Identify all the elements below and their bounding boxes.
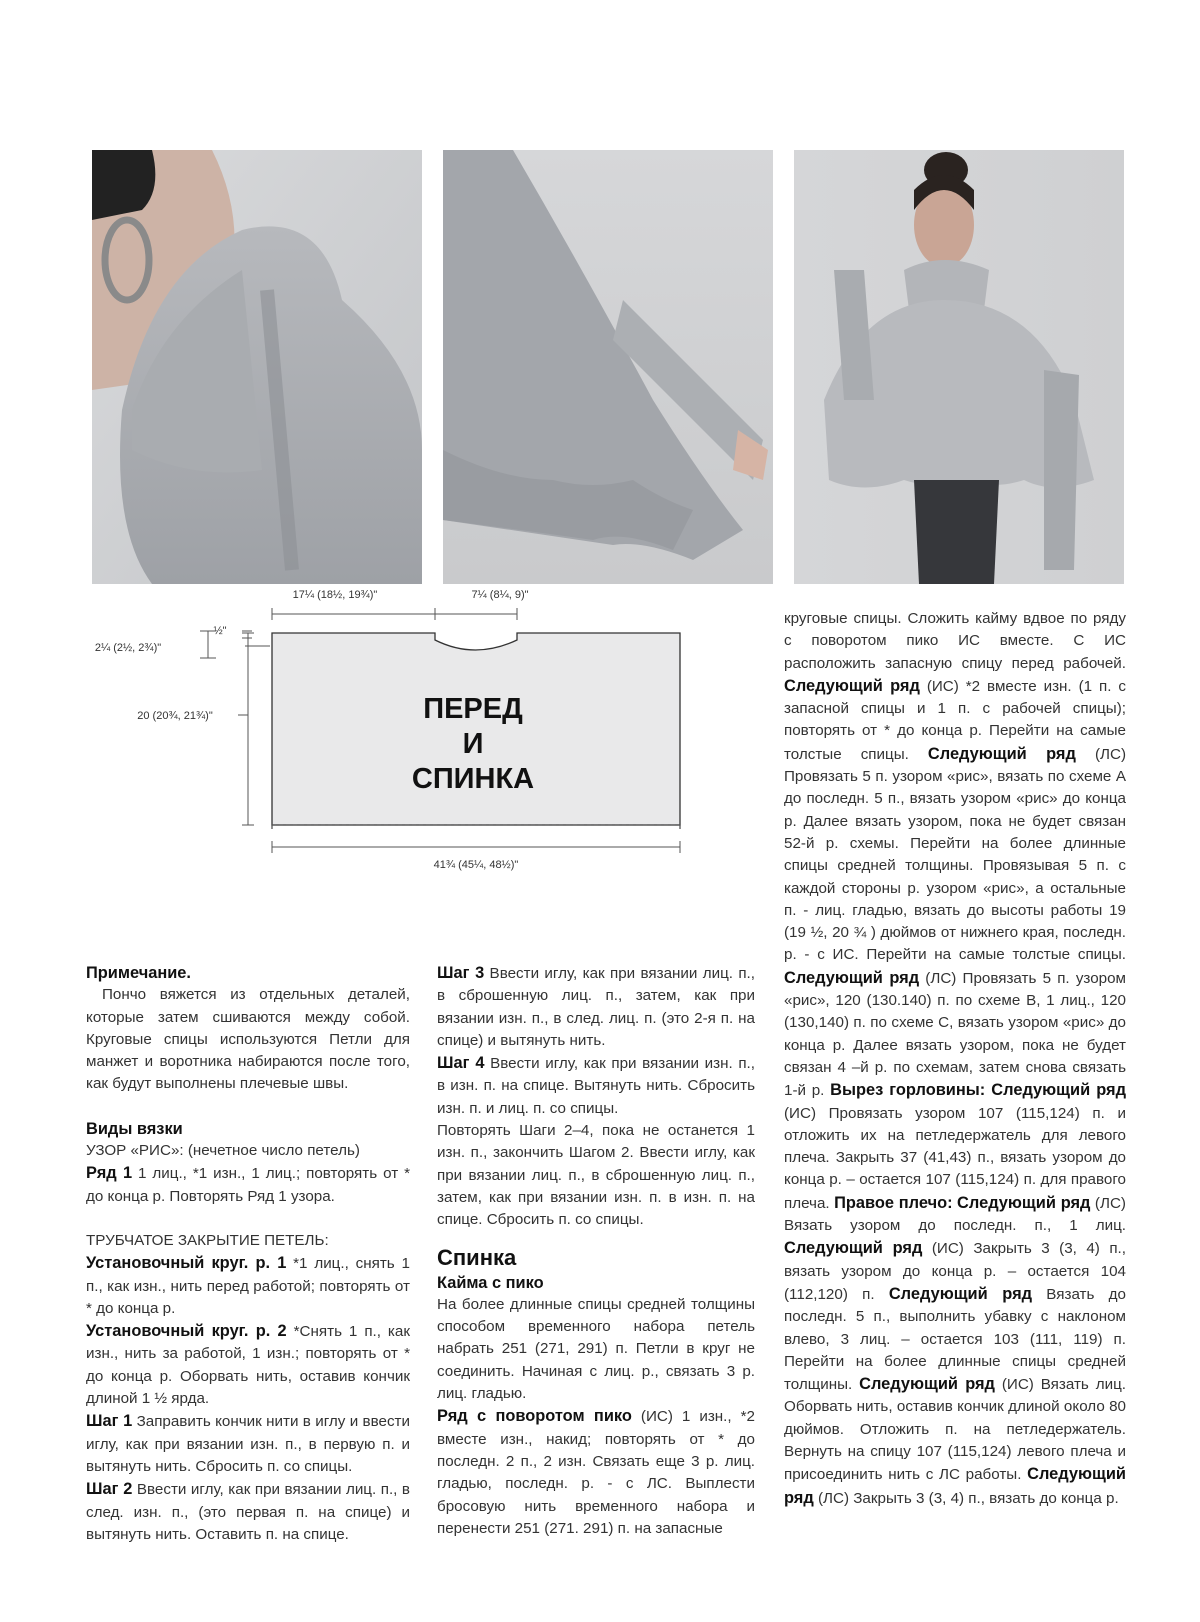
next-row-label-7: Следующий ряд bbox=[859, 1375, 995, 1394]
col3-text-2: (ИС) *2 вместе изн. (1 п. с запасной спицы и 1 п. с рабочей спицы); повторять от * до конца р. Перейти на самые толстые спицы. bbox=[784, 677, 1126, 763]
next-row-label-3: Следующий ряд bbox=[784, 968, 920, 987]
picot-title: Кайма с пико bbox=[437, 1273, 544, 1292]
text-column-3 bbox=[784, 608, 1126, 1510]
schematic-title-line-1: ПЕРЕД bbox=[423, 693, 523, 725]
step2-label: Шаг 2 bbox=[86, 1480, 133, 1499]
sleeve-edging-photo bbox=[443, 150, 773, 584]
schematic-title-line-3: СПИНКА bbox=[411, 763, 535, 795]
top-width-label: 17¼ (18½, 19¾)" bbox=[292, 589, 378, 601]
col3-text-4: (ЛС) Провязать 5 п. узором «рис», 120 (130.140) п. по схеме В, 1 лиц., 120 (130,140) п. по схеме С, вязать узором «рис» до конца р. Далее вязать узором, пока не будет связан 4 –й р. по схемам, затем снова связать 1-й р. bbox=[784, 969, 1126, 1100]
bottom-width-label: 41¾ (45¼, 48½)" bbox=[433, 859, 519, 871]
step2-text: Ввести иглу, как при вязании лиц. п., в след. изн. п., (это первая п. на спице) и вытянуть нить. Оставить п. на спице. bbox=[86, 1481, 410, 1543]
setup1-text: *1 лиц., снять 1 п., как изн., нить перед работой; повторять от * до конца р. bbox=[86, 1255, 410, 1317]
col3-text-6: (ЛС) Вязать узором до последн. п., 1 лиц. bbox=[784, 1194, 1126, 1235]
setup2-text: *Снять 1 п., как изн., нить за работой, 1 изн.; повторять от * до конца р. Оборвать нить, оставив кончик длиной 1 ½ ярда. bbox=[86, 1323, 410, 1408]
row1-text: 1 лиц., *1 изн., 1 лиц.; повторять от * до конца р. Повторять Ряд 1 узора. bbox=[86, 1165, 410, 1205]
picot-text: На более длинные спицы средней толщины способом временного набора петель набрать 251 (271, 291) п. Петли в круг не соединить. Начиная с лиц. р., связать 3 р. лиц. гладью. bbox=[437, 1295, 755, 1403]
step3-paragraph bbox=[437, 962, 755, 1052]
col3-text-10: (ЛС) Закрыть 3 (3, 4) п., вязать до конца р. bbox=[813, 1489, 1119, 1507]
schematic-title-line-2: И bbox=[462, 728, 484, 760]
col3-text-1: круговые спицы. Сложить кайму вдвое по ряду с поворотом пико ИС вместе. С ИС расположить запасную спицу перед рабочей. bbox=[784, 610, 1126, 672]
setup2-label: Установочный круг. р. 2 bbox=[86, 1322, 287, 1341]
col3-text-7: (ИС) Закрыть 3 (3, 4) п., вязать узором до конца р. – остается 104 (112,120) п. bbox=[784, 1240, 1126, 1303]
repeat-paragraph: Повторять Шаги 2–4, пока не останется 1 изн. п., закончить Шагом 2. Ввести иглу, как при вязании лиц. п., в сброшенную лиц. п., затем, как при вязании изн. п. в изн. п. на спице. Сбросить п. со спицы. bbox=[437, 1122, 755, 1229]
shoulder-closeup-photo bbox=[92, 150, 422, 584]
types-title: Виды вязки bbox=[86, 1119, 183, 1138]
text-column-2 bbox=[437, 962, 755, 1540]
turn-text: (ИС) 1 изн., *2 вместе изн., накид; повторять от * до последн. 2 п., 2 изн. Связать еще 3 р. лиц. гладью, последн. р. - с ЛС. Выплести бросовую нить временного набора и перенести 251 (271. 291) п. на запасные bbox=[437, 1408, 755, 1537]
col3-text-5: (ИС) Провязать узором 107 (115,124) п. и отложить их на петледержатель для левого плеча. Закрыть 37 (41,43) п., вязать узором до конца р. – остается 107 (115,124) п. для правого плеча. bbox=[784, 1104, 1126, 1212]
model-full-photo bbox=[794, 150, 1124, 584]
step1-paragraph bbox=[86, 1410, 410, 1478]
next-row-label-6: Следующий ряд bbox=[888, 1284, 1033, 1303]
next-row-label-2: Следующий ряд bbox=[927, 744, 1076, 763]
col3-text-3: (ЛС) Провязать 5 п. узором «рис», вязать по схеме А до последн. 5 п., вязать узором «рис» до конца р. Далее вязать узором, пока не будет связан 52-й р. схемы. Перейти на более длинные спицы средней толщины. Провязывая 5 п. с каждой стороны р. узором «рис», а остальные п. - лиц. гладью, вязать до высоты работы 19 (19 ½, 20 ¾ ) дюймов от нижнего края, последн. р. - с ИС. Перейти на самые толстые спицы. bbox=[784, 745, 1126, 964]
step2-paragraph bbox=[86, 1478, 410, 1546]
setup2-paragraph bbox=[86, 1320, 410, 1410]
text-column-1 bbox=[86, 962, 410, 1546]
neck-label: Вырез горловины: Следующий ряд bbox=[830, 1081, 1126, 1100]
rice-heading: УЗОР «РИС»: (нечетное число петель) bbox=[86, 1142, 360, 1160]
turn-label: Ряд с поворотом пико bbox=[437, 1407, 632, 1426]
setup1-label: Установочный круг. р. 1 bbox=[86, 1254, 287, 1273]
front-back-schematic bbox=[80, 589, 740, 898]
step1-text: Заправить кончик нити в иглу и ввести иглу, как при вязании изн. п., в первую п. и вытянуть нить. Сбросить п. со спицы. bbox=[86, 1413, 410, 1475]
note-title: Примечание. bbox=[86, 964, 191, 982]
row1-label: Ряд 1 bbox=[86, 1164, 133, 1183]
neck-width-label: 7¼ (8¼, 9)" bbox=[471, 589, 529, 601]
col3-paragraph bbox=[784, 608, 1126, 1510]
step4-paragraph bbox=[437, 1052, 755, 1120]
next-row-label-4: Следующий ряд bbox=[957, 1193, 1091, 1212]
setup1-paragraph bbox=[86, 1252, 410, 1320]
step1-label: Шаг 1 bbox=[86, 1412, 133, 1431]
tubular-heading: ТРУБЧАТОЕ ЗАКРЫТИЕ ПЕТЕЛЬ: bbox=[86, 1231, 329, 1249]
col3-text-8: Вязать до последн. 5 п., выполнить убавку с наклоном влево, 3 лиц. – остается 103 (111, 119) п. Перейти на более длинные спицы средней толщины. bbox=[784, 1285, 1126, 1394]
step4-label: Шаг 4 bbox=[437, 1054, 485, 1073]
row1-paragraph bbox=[86, 1162, 410, 1208]
right-shoulder-label: Правое плечо: bbox=[834, 1193, 953, 1212]
half-inch-label: ½" bbox=[213, 625, 227, 637]
step3-text: Ввести иглу, как при вязании лиц. п., в сброшенную лиц. п., затем, как при вязании изн. п., в след. лиц. п. (это 2-я п. на спице) и вытянуть нить. bbox=[437, 965, 755, 1049]
step3-label: Шаг 3 bbox=[437, 964, 485, 982]
note-text: Пончо вяжется из отдельных деталей, которые затем сшиваются между собой. Круговые спицы используются Петли для манжет и воротника набираются после того, как будут выполнены плечевые швы. bbox=[86, 986, 410, 1093]
back-title: Спинка bbox=[437, 1244, 517, 1270]
next-row-label-5: Следующий ряд bbox=[784, 1239, 923, 1258]
height-label: 20 (20¾, 21¾)" bbox=[137, 710, 213, 722]
step4-text: Ввести иглу, как при вязании изн. п., в изн. п. на спице. Вытянуть нить. Сбросить изн. п. и лиц. п. со спицы. bbox=[437, 1055, 755, 1117]
neck-depth-label: 2¼ (2½, 2¾)" bbox=[94, 642, 162, 654]
next-row-label-1: Следующий ряд bbox=[784, 676, 920, 695]
turn-paragraph bbox=[437, 1405, 755, 1540]
next-row-label-8: Следующий ряд bbox=[784, 1465, 1126, 1507]
col3-text-9: (ИС) Вязать лиц. Оборвать нить, оставив кончик длиной около 80 дюймов. Отложить п. на петледержатель. Вернуть на спицу 107 (115,124) левого плеча и присоединить нить с ЛС работы. bbox=[784, 1376, 1126, 1484]
